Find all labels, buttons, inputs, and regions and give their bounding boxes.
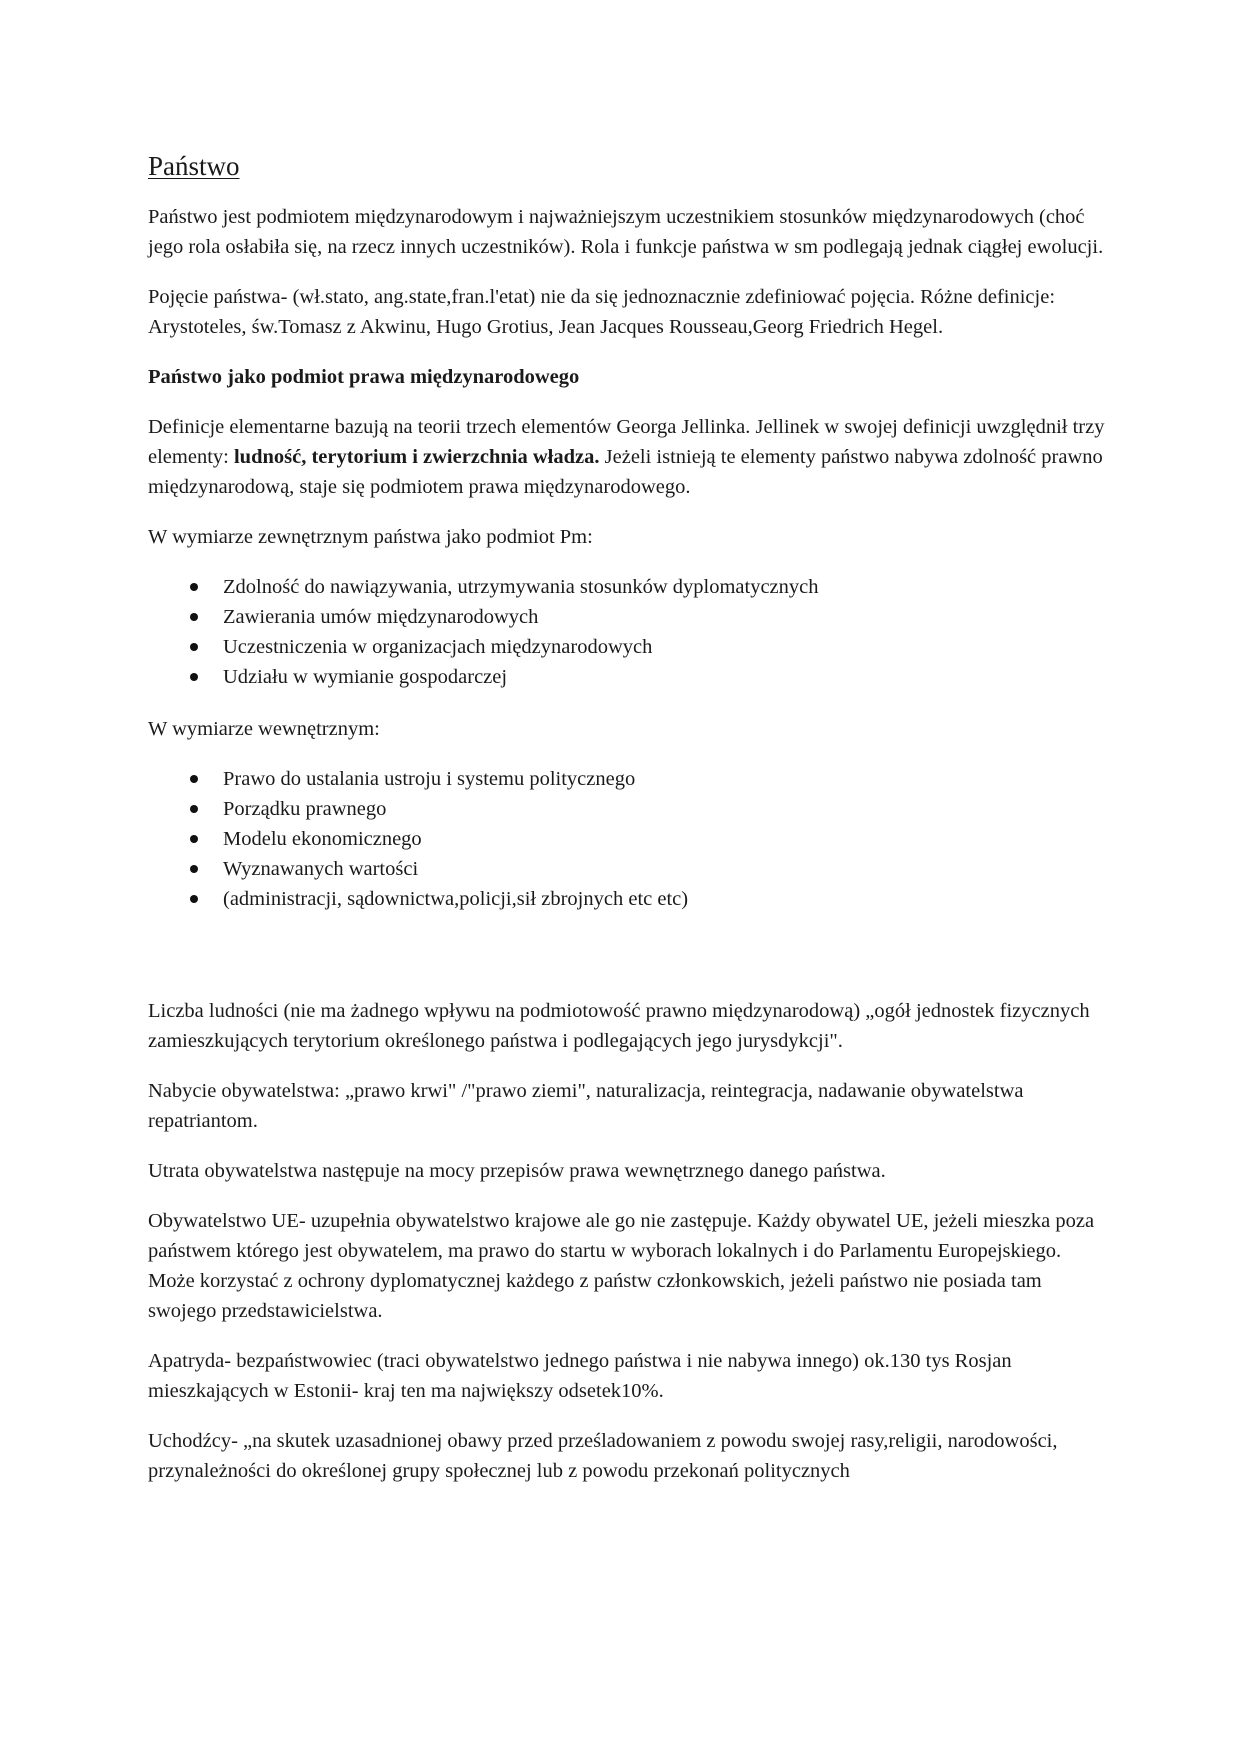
list-item <box>148 884 1108 914</box>
paragraph-definition: Pojęcie państwa- (wł.stato, ang.state,fran.l'etat) nie da się jednoznacznie zdefiniować pojęcia. Różne definicje: Arystoteles, św.Tomasz z Akwinu, Hugo Grotius, Jean Jacques Rousseau,Georg Friedrich Hegel. <box>148 286 1056 338</box>
paragraph-stateless: Apatryda- bezpaństwowiec (traci obywatelstwo jednego państwa i nie nabywa innego) ok.130 tys Rosjan mieszkających w Estonii- kraj ten ma największy odsetek10%. <box>148 1350 1012 1402</box>
bullet-icon <box>190 895 198 903</box>
paragraph-refugees: Uchodźcy- „na skutek uzasadnionej obawy przed prześladowaniem z powodu swojej rasy,religii, narodowości, przynależności do określonej grupy społecznej lub z powodu przekonań politycznych <box>148 1430 1058 1482</box>
document-title: Państwo <box>148 151 240 181</box>
bullet-icon <box>190 613 198 621</box>
list-item-text: Zawierania umów międzynarodowych <box>223 606 539 628</box>
external-dimension-intro: W wymiarze zewnętrznym państwa jako podmiot Pm: <box>148 526 593 548</box>
bullet-icon <box>190 865 198 873</box>
internal-dimension-list <box>148 764 1108 914</box>
list-item-text: Prawo do ustalania ustroju i systemu politycznego <box>223 768 636 790</box>
paragraph-eu-citizenship: Obywatelstwo UE- uzupełnia obywatelstwo krajowe ale go nie zastępuje. Każdy obywatel UE, jeżeli mieszka poza państwem którego jest obywatelem, ma prawo do startu w wyborach lokalnych i do Parlamentu Europejskiego. Może korzystać z ochrony dyplomatycznej każdego z państw członkowskich, jeżeli państwo nie posiada tam swojego przedstawicielstwa. <box>148 1210 1095 1322</box>
list-item-text: Modelu ekonomicznego <box>223 828 422 850</box>
list-item <box>148 662 1108 692</box>
list-item-text: Udziału w wymianie gospodarczej <box>223 666 508 688</box>
list-item <box>148 572 1108 602</box>
paragraph-citizenship-loss: Utrata obywatelstwa następuje na mocy przepisów prawa wewnętrznego danego państwa. <box>148 1160 886 1182</box>
list-item-text: Zdolność do nawiązywania, utrzymywania stosunków dyplomatycznych <box>223 576 819 598</box>
internal-dimension-intro: W wymiarze wewnętrznym: <box>148 718 380 740</box>
list-item <box>148 824 1108 854</box>
bullet-icon <box>190 835 198 843</box>
list-item <box>148 602 1108 632</box>
document-page <box>148 148 1108 1506</box>
bullet-icon <box>190 805 198 813</box>
list-item <box>148 794 1108 824</box>
list-item-text: (administracji, sądownictwa,policji,sił zbrojnych etc etc) <box>223 888 689 910</box>
bullet-icon <box>190 673 198 681</box>
jellinek-text-end: Jeżeli istnieją te elementy państwo nabywa zdolność prawno międzynarodową, staje się podmiotem prawa międzynarodowego. <box>148 446 1103 498</box>
jellinek-text-start: Definicje elementarne bazują na teorii trzech elementów Georga Jellinka. Jellinek w swojej definicji uwzględnił trzy elementy: <box>148 416 1105 468</box>
blank-spacer <box>148 936 1108 996</box>
paragraph-intro: Państwo jest podmiotem międzynarodowym i najważniejszym uczestnikiem stosunków międzynarodowych (choć jego rola osłabiła się, na rzecz innych uczestników). Rola i funkcje państwa w sm podlegają jednak ciągłej ewolucji. <box>148 206 1104 258</box>
list-item <box>148 632 1108 662</box>
paragraph-citizenship-acquisition: Nabycie obywatelstwa: „prawo krwi" /"prawo ziemi", naturalizacja, reintegracja, nadawanie obywatelstwa repatriantom. <box>148 1080 1024 1132</box>
bullet-icon <box>190 643 198 651</box>
list-item <box>148 854 1108 884</box>
list-item-text: Wyznawanych wartości <box>223 858 419 880</box>
paragraph-jellinek <box>148 412 1108 502</box>
paragraph-population: Liczba ludności (nie ma żadnego wpływu na podmiotowość prawno międzynarodową) „ogół jednostek fizycznych zamieszkujących terytorium określonego państwa i podlegających jego jurysdykcji". <box>148 1000 1090 1052</box>
bullet-icon <box>190 775 198 783</box>
section-heading: Państwo jako podmiot prawa międzynarodowego <box>148 366 580 388</box>
jellinek-elements-bold: ludność, terytorium i zwierzchnia władza. <box>233 446 600 468</box>
list-item-text: Porządku prawnego <box>223 798 387 820</box>
bullet-icon <box>190 583 198 591</box>
list-item <box>148 764 1108 794</box>
external-dimension-list <box>148 572 1108 692</box>
list-item-text: Uczestniczenia w organizacjach międzynarodowych <box>223 636 653 658</box>
